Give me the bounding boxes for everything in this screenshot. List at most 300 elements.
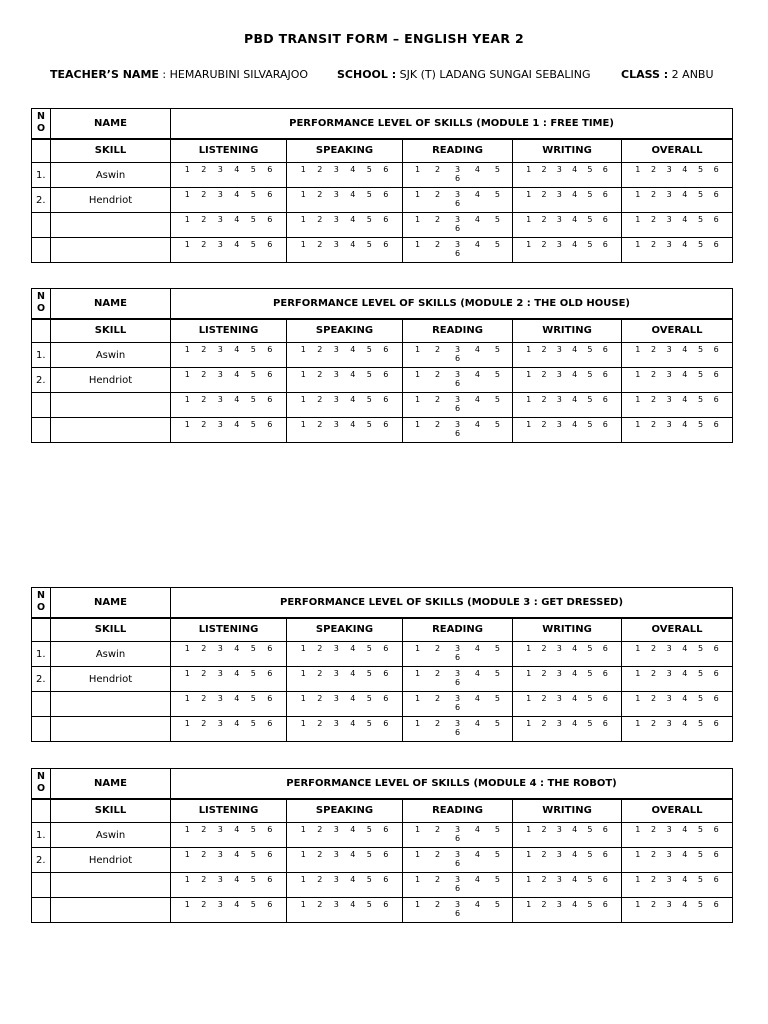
scale-value: 5 bbox=[697, 900, 703, 909]
score-cell[interactable] bbox=[171, 163, 287, 188]
student-name[interactable]: Aswin bbox=[51, 823, 171, 848]
scale-value: 6 bbox=[454, 174, 461, 183]
rating-scale[interactable] bbox=[622, 875, 732, 885]
scale-value: 4 bbox=[682, 345, 688, 354]
student-name[interactable]: Hendriot bbox=[51, 368, 171, 393]
scale-value: 2 bbox=[434, 240, 441, 249]
rating-scale[interactable] bbox=[287, 190, 402, 200]
rating-scale[interactable] bbox=[171, 669, 286, 679]
score-cell[interactable] bbox=[513, 418, 622, 443]
score-cell[interactable] bbox=[513, 667, 622, 692]
skill-column-header: WRITING bbox=[513, 799, 622, 823]
scale-value: 3 bbox=[333, 215, 339, 224]
score-cell[interactable] bbox=[403, 848, 513, 873]
rating-scale[interactable] bbox=[513, 669, 621, 679]
score-cell[interactable] bbox=[287, 898, 403, 923]
rating-scale[interactable] bbox=[171, 240, 286, 250]
rating-scale[interactable] bbox=[622, 825, 732, 835]
score-cell[interactable] bbox=[287, 717, 403, 742]
scale-value: 2 bbox=[434, 644, 441, 653]
skill-column-header: SPEAKING bbox=[287, 799, 403, 823]
score-cell[interactable] bbox=[622, 238, 733, 263]
name-header: NAME bbox=[51, 769, 171, 799]
scale-value: 5 bbox=[494, 370, 500, 379]
scale-value: 2 bbox=[434, 669, 441, 678]
score-cell[interactable] bbox=[171, 343, 287, 368]
rating-scale[interactable] bbox=[513, 644, 621, 654]
scale-value: 3 bbox=[666, 240, 672, 249]
scale-value: 5 bbox=[250, 215, 256, 224]
rating-scale[interactable] bbox=[513, 900, 621, 910]
scale-value: 5 bbox=[366, 345, 372, 354]
scale-value: 6 bbox=[713, 719, 719, 728]
score-cell[interactable] bbox=[171, 642, 287, 667]
scale-value: 3 bbox=[666, 370, 672, 379]
scale-value: 3 bbox=[666, 190, 672, 199]
scale-value: 1 bbox=[184, 190, 190, 199]
skill-column-header: READING bbox=[403, 799, 513, 823]
score-cell[interactable] bbox=[171, 393, 287, 418]
score-cell[interactable] bbox=[287, 667, 403, 692]
rating-scale[interactable] bbox=[171, 215, 286, 225]
score-cell[interactable] bbox=[171, 898, 287, 923]
score-cell[interactable] bbox=[622, 642, 733, 667]
student-name[interactable]: Aswin bbox=[51, 343, 171, 368]
scale-value: 5 bbox=[250, 165, 256, 174]
score-cell[interactable] bbox=[171, 667, 287, 692]
scale-value: 6 bbox=[267, 420, 273, 429]
rating-scale[interactable] bbox=[287, 395, 402, 405]
scale-value: 3 bbox=[217, 719, 223, 728]
scale-value: 4 bbox=[350, 215, 356, 224]
scale-value: 1 bbox=[415, 345, 421, 354]
rating-scale[interactable] bbox=[403, 165, 512, 183]
rating-scale[interactable] bbox=[403, 719, 512, 737]
score-cell[interactable] bbox=[403, 368, 513, 393]
blank-cell bbox=[32, 139, 51, 163]
scale-value: 5 bbox=[697, 190, 704, 199]
scale-value: 2 bbox=[317, 240, 323, 249]
scale-value: 2 bbox=[201, 240, 207, 249]
rating-scale[interactable] bbox=[513, 694, 621, 704]
scale-value: 2 bbox=[201, 395, 207, 404]
scale-value: 2 bbox=[317, 825, 323, 834]
student-name[interactable] bbox=[51, 898, 171, 923]
rating-scale[interactable] bbox=[513, 240, 621, 250]
scale-value: 6 bbox=[602, 900, 608, 909]
rating-scale[interactable] bbox=[287, 240, 402, 250]
score-cell[interactable] bbox=[622, 393, 733, 418]
scale-value: 5 bbox=[697, 644, 704, 653]
rating-scale[interactable] bbox=[513, 850, 621, 860]
score-cell[interactable] bbox=[287, 418, 403, 443]
rating-scale[interactable] bbox=[622, 900, 732, 910]
scale-value: 6 bbox=[713, 850, 719, 859]
student-name[interactable] bbox=[51, 717, 171, 742]
rating-scale[interactable] bbox=[622, 420, 732, 430]
rating-scale[interactable] bbox=[403, 190, 512, 208]
scale-value: 2 bbox=[434, 900, 441, 909]
score-cell[interactable] bbox=[287, 163, 403, 188]
score-cell[interactable] bbox=[513, 717, 622, 742]
rating-scale[interactable] bbox=[287, 165, 402, 175]
rating-scale[interactable] bbox=[171, 190, 286, 200]
scale-value: 1 bbox=[526, 900, 532, 909]
scale-value: 6 bbox=[383, 825, 389, 834]
score-cell[interactable] bbox=[513, 873, 622, 898]
scale-value: 6 bbox=[454, 653, 461, 662]
scale-value: 4 bbox=[682, 719, 688, 728]
scale-value: 4 bbox=[234, 825, 240, 834]
rating-scale[interactable] bbox=[622, 644, 732, 654]
score-cell[interactable] bbox=[403, 642, 513, 667]
rating-scale[interactable] bbox=[171, 719, 286, 729]
scale-value: 6 bbox=[267, 370, 273, 379]
rating-scale[interactable] bbox=[403, 215, 512, 233]
score-cell[interactable] bbox=[403, 717, 513, 742]
scale-value: 3 bbox=[556, 420, 562, 429]
scale-value: 2 bbox=[650, 215, 657, 224]
rating-scale[interactable] bbox=[171, 850, 286, 860]
scale-value: 5 bbox=[697, 420, 704, 429]
score-cell[interactable] bbox=[403, 418, 513, 443]
rating-scale[interactable] bbox=[513, 370, 621, 380]
score-cell[interactable] bbox=[403, 238, 513, 263]
scale-value: 1 bbox=[184, 644, 190, 653]
scale-value: 5 bbox=[494, 850, 500, 859]
scale-value: 3 bbox=[556, 395, 562, 404]
score-cell[interactable] bbox=[287, 188, 403, 213]
rating-scale[interactable] bbox=[403, 370, 512, 388]
rating-scale[interactable] bbox=[403, 900, 512, 918]
scale-value: 5 bbox=[250, 875, 256, 884]
rating-scale[interactable] bbox=[287, 694, 402, 704]
score-cell[interactable] bbox=[403, 873, 513, 898]
scale-value: 1 bbox=[415, 165, 421, 174]
teacher-info bbox=[50, 68, 308, 81]
scale-value: 2 bbox=[201, 165, 207, 174]
scale-value: 4 bbox=[234, 644, 240, 653]
rating-scale[interactable] bbox=[287, 215, 402, 225]
scale-value: 5 bbox=[587, 420, 593, 429]
rating-scale[interactable] bbox=[513, 420, 621, 430]
scale-value: 1 bbox=[415, 900, 421, 909]
rating-scale[interactable] bbox=[287, 669, 402, 679]
score-cell[interactable] bbox=[287, 368, 403, 393]
score-cell[interactable] bbox=[171, 213, 287, 238]
rating-scale[interactable] bbox=[513, 875, 621, 885]
score-cell[interactable] bbox=[622, 667, 733, 692]
scale-value: 2 bbox=[434, 850, 441, 859]
scale-value: 4 bbox=[350, 345, 356, 354]
rating-scale[interactable] bbox=[513, 719, 621, 729]
scale-value: 5 bbox=[587, 215, 593, 224]
rating-scale[interactable] bbox=[403, 420, 512, 438]
student-name[interactable]: Aswin bbox=[51, 642, 171, 667]
scale-value: 2 bbox=[201, 694, 207, 703]
scale-value: 1 bbox=[635, 644, 641, 653]
score-cell[interactable] bbox=[622, 823, 733, 848]
scale-value: 4 bbox=[572, 395, 578, 404]
rating-scale[interactable] bbox=[622, 345, 732, 355]
scale-value: 6 bbox=[713, 694, 719, 703]
scale-value: 4 bbox=[234, 345, 240, 354]
scale-value: 6 bbox=[602, 345, 608, 354]
scale-value: 6 bbox=[267, 345, 273, 354]
rating-scale[interactable] bbox=[513, 165, 621, 175]
score-cell[interactable] bbox=[513, 213, 622, 238]
score-cell[interactable] bbox=[403, 163, 513, 188]
rating-scale[interactable] bbox=[403, 669, 512, 687]
rating-scale[interactable] bbox=[622, 694, 732, 704]
scale-value: 5 bbox=[250, 370, 256, 379]
rating-scale[interactable] bbox=[513, 215, 621, 225]
scale-value: 1 bbox=[300, 395, 306, 404]
score-cell[interactable] bbox=[287, 393, 403, 418]
rating-scale[interactable] bbox=[622, 240, 732, 250]
scale-value: 2 bbox=[201, 190, 207, 199]
scale-value: 1 bbox=[415, 719, 421, 728]
scale-value: 3 bbox=[454, 240, 461, 249]
scale-value: 3 bbox=[666, 644, 672, 653]
score-cell[interactable] bbox=[171, 368, 287, 393]
student-name[interactable] bbox=[51, 873, 171, 898]
student-name[interactable] bbox=[51, 213, 171, 238]
score-cell[interactable] bbox=[287, 823, 403, 848]
scale-value: 5 bbox=[587, 719, 593, 728]
skill-column-header: LISTENING bbox=[171, 139, 287, 163]
score-cell[interactable] bbox=[513, 823, 622, 848]
score-cell[interactable] bbox=[622, 343, 733, 368]
rating-scale[interactable] bbox=[287, 825, 402, 835]
table-row bbox=[32, 368, 733, 393]
rating-scale[interactable] bbox=[622, 395, 732, 405]
scale-value: 5 bbox=[587, 694, 593, 703]
score-cell[interactable] bbox=[403, 188, 513, 213]
skill-header: SKILL bbox=[51, 139, 171, 163]
student-name[interactable]: Hendriot bbox=[51, 188, 171, 213]
rating-scale[interactable] bbox=[403, 694, 512, 712]
rating-scale[interactable] bbox=[287, 719, 402, 729]
score-cell[interactable] bbox=[513, 642, 622, 667]
rating-scale[interactable] bbox=[171, 875, 286, 885]
rating-scale[interactable] bbox=[622, 165, 732, 175]
score-cell[interactable] bbox=[171, 823, 287, 848]
rating-scale[interactable] bbox=[403, 395, 512, 413]
scale-value: 2 bbox=[650, 395, 657, 404]
scale-value: 1 bbox=[300, 694, 306, 703]
rating-scale[interactable] bbox=[287, 370, 402, 380]
scale-value: 3 bbox=[333, 165, 339, 174]
rating-scale[interactable] bbox=[287, 420, 402, 430]
score-cell[interactable] bbox=[287, 642, 403, 667]
rating-scale[interactable] bbox=[171, 165, 286, 175]
scale-value: 2 bbox=[541, 240, 547, 249]
scale-value: 4 bbox=[350, 395, 356, 404]
rating-scale[interactable] bbox=[171, 370, 286, 380]
class-info bbox=[621, 68, 714, 81]
student-name[interactable] bbox=[51, 692, 171, 717]
rating-scale[interactable] bbox=[171, 644, 286, 654]
score-cell[interactable] bbox=[622, 213, 733, 238]
score-cell[interactable] bbox=[513, 238, 622, 263]
scale-value: 4 bbox=[572, 719, 578, 728]
score-cell[interactable] bbox=[171, 692, 287, 717]
score-cell[interactable] bbox=[622, 848, 733, 873]
score-cell[interactable] bbox=[403, 898, 513, 923]
rating-scale[interactable] bbox=[403, 240, 512, 258]
rating-scale[interactable] bbox=[171, 900, 286, 910]
scale-value: 5 bbox=[494, 165, 500, 174]
student-name[interactable] bbox=[51, 238, 171, 263]
scale-value: 2 bbox=[434, 825, 441, 834]
table-row bbox=[32, 642, 733, 667]
module-title: PERFORMANCE LEVEL OF SKILLS (MODULE 1 : FREE TIME) bbox=[171, 109, 733, 139]
student-name[interactable] bbox=[51, 393, 171, 418]
scale-value: 4 bbox=[234, 395, 240, 404]
rating-scale[interactable] bbox=[403, 644, 512, 662]
score-cell[interactable] bbox=[171, 717, 287, 742]
score-cell[interactable] bbox=[287, 873, 403, 898]
rating-scale[interactable] bbox=[287, 900, 402, 910]
score-cell[interactable] bbox=[287, 343, 403, 368]
student-name[interactable]: Hendriot bbox=[51, 848, 171, 873]
scale-value: 2 bbox=[650, 719, 657, 728]
scale-value: 5 bbox=[697, 165, 704, 174]
score-cell[interactable] bbox=[287, 848, 403, 873]
score-cell[interactable] bbox=[403, 393, 513, 418]
rating-scale[interactable] bbox=[403, 850, 512, 868]
score-cell[interactable] bbox=[513, 368, 622, 393]
scale-value: 5 bbox=[697, 719, 704, 728]
scale-value: 4 bbox=[474, 370, 480, 379]
score-cell[interactable] bbox=[513, 898, 622, 923]
scale-value: 2 bbox=[650, 240, 657, 249]
skill-column-header: SPEAKING bbox=[287, 618, 403, 642]
scale-value: 4 bbox=[350, 165, 356, 174]
rating-scale[interactable] bbox=[622, 850, 732, 860]
scale-value: 3 bbox=[666, 719, 672, 728]
scale-value: 4 bbox=[350, 370, 356, 379]
score-cell[interactable] bbox=[287, 692, 403, 717]
student-name[interactable]: Aswin bbox=[51, 163, 171, 188]
score-cell[interactable] bbox=[622, 368, 733, 393]
scale-value: 4 bbox=[350, 875, 356, 884]
score-cell[interactable] bbox=[513, 848, 622, 873]
rating-scale[interactable] bbox=[513, 190, 621, 200]
scale-value: 1 bbox=[300, 875, 306, 884]
table-row bbox=[32, 898, 733, 923]
rating-scale[interactable] bbox=[403, 345, 512, 363]
class-value: 2 ANBU bbox=[668, 68, 714, 81]
scale-value: 2 bbox=[434, 719, 441, 728]
scale-value: 2 bbox=[201, 345, 207, 354]
score-cell[interactable] bbox=[622, 898, 733, 923]
score-cell[interactable] bbox=[287, 213, 403, 238]
score-cell[interactable] bbox=[403, 343, 513, 368]
score-cell[interactable] bbox=[513, 393, 622, 418]
score-cell[interactable] bbox=[171, 848, 287, 873]
scale-value: 1 bbox=[300, 900, 306, 909]
rating-scale[interactable] bbox=[513, 825, 621, 835]
score-cell[interactable] bbox=[622, 163, 733, 188]
score-cell[interactable] bbox=[171, 238, 287, 263]
scale-value: 4 bbox=[474, 345, 480, 354]
scale-value: 3 bbox=[333, 875, 339, 884]
score-cell[interactable] bbox=[622, 188, 733, 213]
scale-value: 5 bbox=[587, 345, 593, 354]
rating-scale[interactable] bbox=[171, 345, 286, 355]
score-cell[interactable] bbox=[513, 343, 622, 368]
scale-value: 2 bbox=[650, 345, 657, 354]
scale-value: 5 bbox=[494, 240, 500, 249]
rating-scale[interactable] bbox=[171, 694, 286, 704]
score-cell[interactable] bbox=[287, 238, 403, 263]
rating-scale[interactable] bbox=[622, 719, 732, 729]
rating-scale[interactable] bbox=[171, 420, 286, 430]
score-cell[interactable] bbox=[622, 692, 733, 717]
rating-scale[interactable] bbox=[622, 190, 732, 200]
score-cell[interactable] bbox=[171, 418, 287, 443]
student-name[interactable] bbox=[51, 418, 171, 443]
score-cell[interactable] bbox=[171, 188, 287, 213]
rating-scale[interactable] bbox=[513, 345, 621, 355]
scale-value: 4 bbox=[572, 694, 578, 703]
scale-value: 2 bbox=[434, 875, 441, 884]
skill-column-header: OVERALL bbox=[622, 618, 733, 642]
scale-value: 1 bbox=[300, 345, 306, 354]
score-cell[interactable] bbox=[622, 717, 733, 742]
rating-scale[interactable] bbox=[622, 215, 732, 225]
scale-value: 3 bbox=[454, 825, 461, 834]
scale-value: 6 bbox=[383, 900, 389, 909]
rating-scale[interactable] bbox=[513, 395, 621, 405]
score-cell[interactable] bbox=[171, 873, 287, 898]
rating-scale[interactable] bbox=[622, 370, 732, 380]
rating-scale[interactable] bbox=[403, 825, 512, 843]
score-cell[interactable] bbox=[622, 873, 733, 898]
scale-value: 1 bbox=[184, 825, 190, 834]
teacher-label: TEACHER’S NAME bbox=[50, 68, 159, 81]
score-cell[interactable] bbox=[403, 213, 513, 238]
score-cell[interactable] bbox=[622, 418, 733, 443]
rating-scale[interactable] bbox=[287, 345, 402, 355]
student-name[interactable]: Hendriot bbox=[51, 667, 171, 692]
rating-scale[interactable] bbox=[622, 669, 732, 679]
scale-value: 1 bbox=[184, 875, 190, 884]
scale-value: 2 bbox=[434, 694, 441, 703]
score-cell[interactable] bbox=[403, 692, 513, 717]
scale-value: 5 bbox=[250, 694, 256, 703]
scale-value: 6 bbox=[267, 850, 273, 859]
score-cell[interactable] bbox=[403, 823, 513, 848]
score-cell[interactable] bbox=[403, 667, 513, 692]
rating-scale[interactable] bbox=[403, 875, 512, 893]
rating-scale[interactable] bbox=[287, 850, 402, 860]
scale-value: 1 bbox=[184, 719, 190, 728]
scale-value: 3 bbox=[556, 215, 562, 224]
rating-scale[interactable] bbox=[287, 875, 402, 885]
score-cell[interactable] bbox=[513, 188, 622, 213]
score-cell[interactable] bbox=[513, 163, 622, 188]
rating-scale[interactable] bbox=[287, 644, 402, 654]
scale-value: 4 bbox=[474, 850, 480, 859]
score-cell[interactable] bbox=[513, 692, 622, 717]
table-row bbox=[32, 343, 733, 368]
scale-value: 4 bbox=[474, 215, 480, 224]
rating-scale[interactable] bbox=[171, 825, 286, 835]
rating-scale[interactable] bbox=[171, 395, 286, 405]
